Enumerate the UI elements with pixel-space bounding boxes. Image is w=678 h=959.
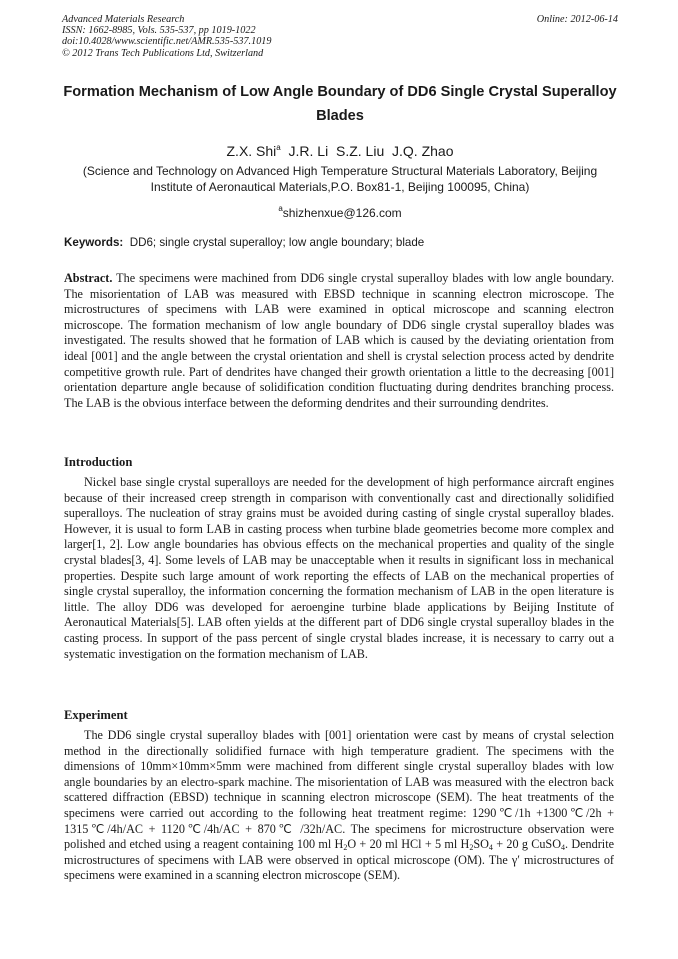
experiment-text	[64, 728, 614, 884]
copyright-line: © 2012 Trans Tech Publications Ltd, Switzerland	[62, 47, 264, 59]
email-address: shizhenxue@126.com	[282, 206, 402, 220]
experiment-heading: Experiment	[64, 708, 128, 722]
keywords-text: DD6; single crystal superalloy; low angle boundary; blade	[129, 236, 425, 249]
other-authors: J.R. Li S.Z. Liu J.Q. Zhao	[288, 143, 454, 159]
experiment-text-part: . Dendrite microstructures of specimens with LAB were observed in optical microscope (OM). The γ′ microstructures of specimens were examined in a scanning electron microscope (SEM).	[64, 837, 614, 883]
experiment-text-part: + 20 g CuSO	[492, 837, 562, 852]
abstract-text: The specimens were machined from DD6 single crystal superalloy blades with low angle boundary. The misorientation of LAB was measured with EBSD technique in scanning electron microscope. The microstructures of specimens with LAB were examined in optical microscope and scanning electron microscope. The formation mechanism of low angle boundary of DD6 single crystal superalloy blades was investigated. The results showed that he formation of LAB which is caused by the deviating orientation from ideal [001] and the angle between the crystal orientation and shell is crystal selection process acted by dendrite competitive growth rule. Part of dendrites have changed their growth orientation a little to the decreasing [001] orientation departure angle because of solidification condition fluctuating during dendrites branching process. The LAB is the obvious interface between the deforming dendrites and their surrounding dendrites.	[64, 271, 614, 410]
keywords-label: Keywords:	[64, 236, 124, 249]
experiment-text-part: O + 20 ml HCl + 5 ml H	[347, 837, 470, 852]
subscript: 2	[469, 843, 474, 853]
subscript: 2	[343, 843, 348, 853]
keywords	[64, 235, 620, 250]
introduction-text: Nickel base single crystal superalloys are needed for the development of high performance aircraft engines because of their increased creep strength in comparison with conventionally cast and directionally solidified superalloys. The nucleation of stray grains must be avoided during casting of single crystal superalloy blades. However, it is usual to form LAB in casting process when turbine blade geometries become more complex and larger[1, 2]. Low angle boundaries has obvious effects on the mechanical properties and quality of the single crystal blades[3, 4]. Some levels of LAB may be unacceptable when it results in significant loss in mechanical properties. Despite such large amount of work reporting the effects of LAB on the mechanical properties of single crystal superalloy, the information concerning the formation mechanism of LAB in the open literature is little. The alloy DD6 was developed for aeroengine turbine blade applications by Beijing Institute of Aeronautical Materials[5]. LAB often yields at the different part of DD6 single crystal superalloy blades in the casting process. In support of the pass percent of single crystal blades increase, it is necessary to carry out a systematic investigation on the formation mechanism of LAB.	[64, 475, 614, 661]
first-author-affiliation-mark: a	[276, 143, 281, 152]
subscript: 4	[488, 843, 493, 853]
subscript: 4	[561, 843, 566, 853]
journal-header	[62, 14, 618, 59]
email-affiliation-mark: a	[278, 204, 283, 213]
abstract	[64, 271, 614, 411]
abstract-label: Abstract.	[64, 271, 113, 285]
issn-line: ISSN: 1662-8985, Vols. 535-537, pp 1019-1022	[62, 25, 256, 37]
author-list	[62, 139, 618, 160]
author-email	[62, 201, 618, 221]
journal-name: Advanced Materials Research	[62, 14, 185, 25]
affiliation: (Science and Technology on Advanced High Temperature Structural Materials Laboratory, Beijing Institute of Aeronautical Materials,P.O. Box81-1, Beijing 100095, China)	[82, 164, 598, 194]
online-date: Online: 2012-06-14	[536, 14, 618, 25]
paper-title: Formation Mechanism of Low Angle Boundary of DD6 Single Crystal Superalloy Blades	[63, 84, 617, 124]
doi-line: doi:10.4028/www.scientific.net/AMR.535-537.1019	[62, 36, 272, 48]
introduction-heading: Introduction	[64, 455, 133, 469]
experiment-text-part: SO	[473, 837, 489, 852]
first-author: Z.X. Shi	[226, 143, 277, 159]
experiment-text-part: The DD6 single crystal superalloy blades with [001] orientation were cast by means of crystal selection method in the directionally solidified furnace with high temperature gradient. The specimens with the dimensions of 10mm×10mm×5mm were machined from different single crystal superalloy blades with low angle boundaries by an electro-spark machine. The misorientation of LAB was measured with the electron back scattered diffraction (EBSD) technique in scanning electron microscope (SEM). The heat treatments of the specimens were carried out according to the following heat treatment regime: 1290℃/1h +1300℃/2h + 1315℃/4h/AC + 1120℃/4h/AC + 870℃ /32h/AC. The specimens for microstructure observation were polished and etched using a reagent containing 100 ml H	[64, 728, 614, 852]
